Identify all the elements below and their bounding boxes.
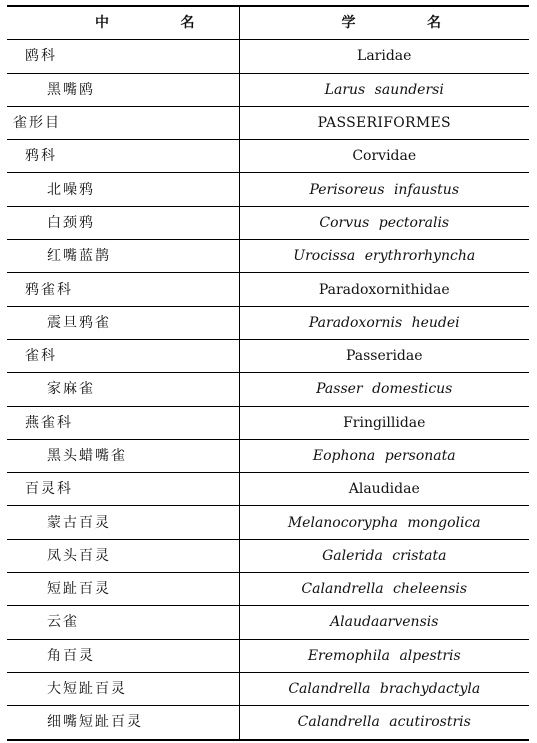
species-chinese-name: 大短趾百灵 <box>7 672 239 705</box>
header-scientific-name <box>239 6 529 40</box>
header-chinese-char: 名 <box>180 15 195 32</box>
family-scientific-name: Fringillidae <box>239 406 529 439</box>
species-scientific-name: Eophona personata <box>239 439 529 472</box>
family-scientific-name: Paradoxornithidae <box>239 273 529 306</box>
table-row <box>7 273 529 306</box>
order-scientific-name: PASSERIFORMES <box>239 106 529 139</box>
family-chinese-name: 鸦科 <box>7 140 239 173</box>
order-chinese-name: 雀形目 <box>7 106 239 139</box>
table-row <box>7 606 529 639</box>
table-row <box>7 506 529 539</box>
species-chinese-name: 震旦鸦雀 <box>7 306 239 339</box>
species-chinese-name: 黑嘴鸥 <box>7 73 239 106</box>
family-scientific-name: Laridae <box>239 40 529 73</box>
table-row <box>7 373 529 406</box>
species-chinese-name: 云雀 <box>7 606 239 639</box>
species-scientific-name: Corvus pectoralis <box>239 206 529 239</box>
species-chinese-name: 凤头百灵 <box>7 539 239 572</box>
table-row <box>7 40 529 73</box>
species-scientific-name: Melanocorypha mongolica <box>239 506 529 539</box>
species-scientific-name: Urocissa erythrorhyncha <box>239 240 529 273</box>
species-chinese-name: 细嘴短趾百灵 <box>7 706 239 740</box>
table-row <box>7 140 529 173</box>
table-row <box>7 573 529 606</box>
table-row <box>7 173 529 206</box>
species-chinese-name: 家麻雀 <box>7 373 239 406</box>
species-chinese-name: 蒙古百灵 <box>7 506 239 539</box>
species-chinese-name: 北噪鸦 <box>7 173 239 206</box>
species-chinese-name: 红嘴蓝鹊 <box>7 240 239 273</box>
species-scientific-name: Calandrella cheleensis <box>239 573 529 606</box>
species-scientific-name: Perisoreus infaustus <box>239 173 529 206</box>
species-scientific-name: Passer domesticus <box>239 373 529 406</box>
family-chinese-name: 鸥科 <box>7 40 239 73</box>
species-scientific-name: Larus saundersi <box>239 73 529 106</box>
species-table <box>7 5 529 741</box>
table-row <box>7 240 529 273</box>
species-scientific-name: Alaudaarvensis <box>239 606 529 639</box>
species-scientific-name: Eremophila alpestris <box>239 639 529 672</box>
header-scientific-char: 名 <box>427 15 441 32</box>
table-row <box>7 672 529 705</box>
table-row <box>7 406 529 439</box>
family-scientific-name: Passeridae <box>239 339 529 372</box>
family-chinese-name: 鸦雀科 <box>7 273 239 306</box>
family-chinese-name: 雀科 <box>7 339 239 372</box>
table-row <box>7 339 529 372</box>
species-chinese-name: 白颈鸦 <box>7 206 239 239</box>
table-row <box>7 706 529 740</box>
species-scientific-name: Calandrella brachydactyla <box>239 672 529 705</box>
family-chinese-name: 燕雀科 <box>7 406 239 439</box>
species-chinese-name: 黑头蜡嘴雀 <box>7 439 239 472</box>
species-scientific-name: Galerida cristata <box>239 539 529 572</box>
family-chinese-name: 百灵科 <box>7 473 239 506</box>
table-body <box>7 40 529 740</box>
species-scientific-name: Calandrella acutirostris <box>239 706 529 740</box>
table-row <box>7 639 529 672</box>
header-scientific-char: 学 <box>341 15 356 32</box>
species-chinese-name: 短趾百灵 <box>7 573 239 606</box>
header-chinese-name <box>7 6 239 40</box>
header-row <box>7 6 529 40</box>
species-chinese-name: 角百灵 <box>7 639 239 672</box>
table-row <box>7 439 529 472</box>
header-chinese-char: 中 <box>95 15 109 32</box>
table-row <box>7 73 529 106</box>
family-scientific-name: Alaudidae <box>239 473 529 506</box>
family-scientific-name: Corvidae <box>239 140 529 173</box>
species-scientific-name: Paradoxornis heudei <box>239 306 529 339</box>
table-row <box>7 306 529 339</box>
table-row <box>7 473 529 506</box>
table-row <box>7 106 529 139</box>
table-row <box>7 539 529 572</box>
table-row <box>7 206 529 239</box>
